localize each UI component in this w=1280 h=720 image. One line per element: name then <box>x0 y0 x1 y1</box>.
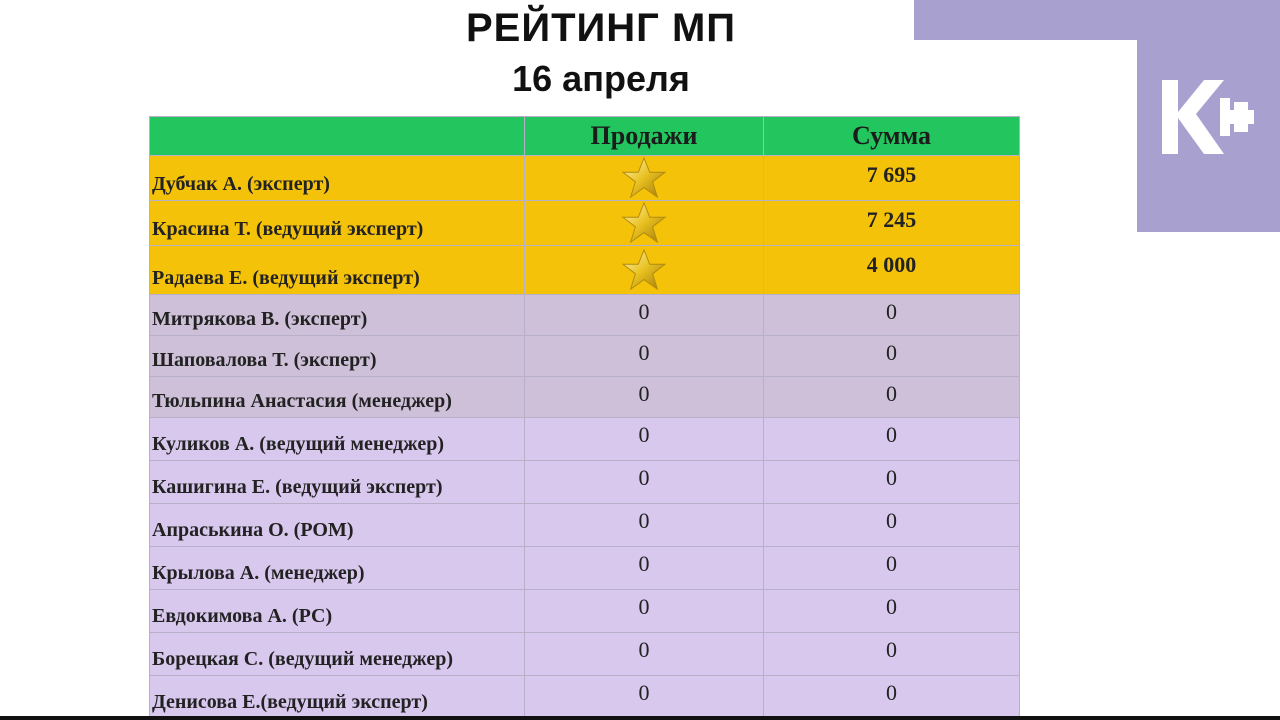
gold-star-icon <box>620 248 668 292</box>
row-sales: 0 <box>525 377 764 418</box>
header-sum: Сумма <box>764 117 1020 156</box>
row-sum: 7 245 <box>764 201 1020 246</box>
table-row <box>150 633 1020 676</box>
table-row <box>150 676 1020 719</box>
row-sales: 0 <box>525 461 764 504</box>
page-title: РЕЙТИНГ МП <box>465 6 737 50</box>
row-employee-name: Борецкая С. (ведущий менеджер) <box>150 633 525 676</box>
row-employee-name: Куликов А. (ведущий менеджер) <box>150 418 525 461</box>
header-sales: Продажи <box>525 117 764 156</box>
table-row <box>150 504 1020 547</box>
row-sales: 0 <box>525 590 764 633</box>
row-employee-name: Евдокимова А. (РС) <box>150 590 525 633</box>
header-name <box>150 117 525 156</box>
row-sum: 0 <box>764 461 1020 504</box>
row-sales: 0 <box>525 336 764 377</box>
row-sales: 0 <box>525 418 764 461</box>
table-row <box>150 461 1020 504</box>
table-row <box>150 201 1020 246</box>
row-sum: 0 <box>764 377 1020 418</box>
row-sales: 0 <box>525 633 764 676</box>
table-row <box>150 156 1020 201</box>
row-sum: 0 <box>764 336 1020 377</box>
row-sales <box>525 201 764 246</box>
row-employee-name: Апраськина О. (РОМ) <box>150 504 525 547</box>
bottom-border <box>0 716 1280 720</box>
table-header-row <box>150 117 1020 156</box>
row-employee-name: Крылова А. (менеджер) <box>150 547 525 590</box>
row-sum: 0 <box>764 633 1020 676</box>
page-subtitle-date: 16 апреля <box>512 58 690 99</box>
table-row <box>150 377 1020 418</box>
row-employee-name: Дубчак А. (эксперт) <box>150 156 525 201</box>
table-row <box>150 336 1020 377</box>
row-employee-name: Денисова Е.(ведущий эксперт) <box>150 676 525 719</box>
row-sum: 0 <box>764 295 1020 336</box>
row-sales: 0 <box>525 676 764 719</box>
table-row <box>150 246 1020 295</box>
row-sales: 0 <box>525 504 764 547</box>
row-sales <box>525 156 764 201</box>
row-sales <box>525 246 764 295</box>
row-employee-name: Тюльпина Анастасия (менеджер) <box>150 377 525 418</box>
gold-star-icon <box>620 201 668 245</box>
row-sum: 4 000 <box>764 246 1020 295</box>
row-sum: 0 <box>764 418 1020 461</box>
row-employee-name: Митрякова В. (эксперт) <box>150 295 525 336</box>
row-sum: 0 <box>764 590 1020 633</box>
table-row <box>150 590 1020 633</box>
row-sum: 0 <box>764 504 1020 547</box>
rating-table <box>149 116 1020 719</box>
table-row <box>150 418 1020 461</box>
row-employee-name: Красина Т. (ведущий эксперт) <box>150 201 525 246</box>
gold-star-icon <box>620 156 668 200</box>
row-employee-name: Кашигина Е. (ведущий эксперт) <box>150 461 525 504</box>
row-employee-name: Радаева Е. (ведущий эксперт) <box>150 246 525 295</box>
table-row <box>150 295 1020 336</box>
row-employee-name: Шаповалова Т. (эксперт) <box>150 336 525 377</box>
row-sales: 0 <box>525 295 764 336</box>
row-sum: 0 <box>764 676 1020 719</box>
table-row <box>150 547 1020 590</box>
row-sum: 0 <box>764 547 1020 590</box>
row-sales: 0 <box>525 547 764 590</box>
row-sum: 7 695 <box>764 156 1020 201</box>
